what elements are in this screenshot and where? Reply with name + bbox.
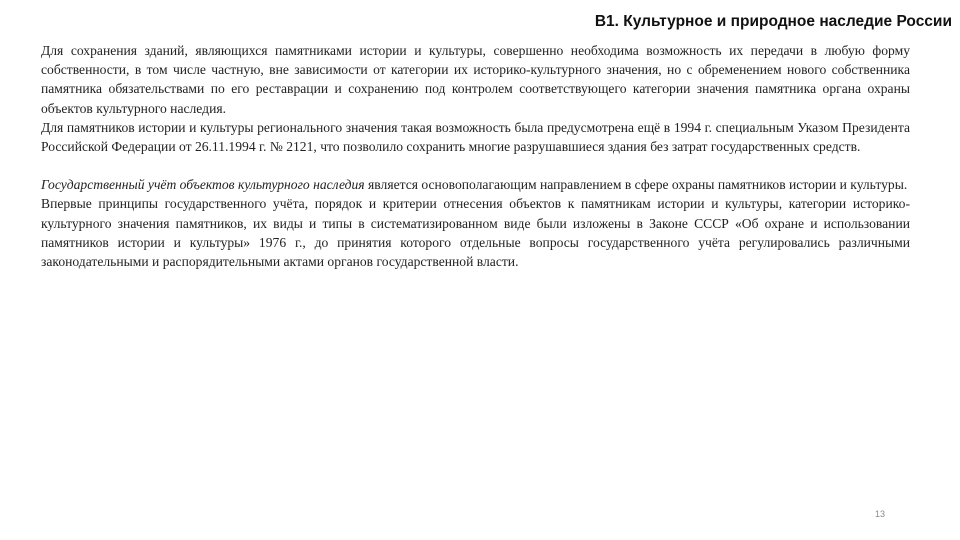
italic-term-state-registration: Государственный учёт объектов культурного наследия [41, 177, 365, 193]
page-number: 13 [875, 509, 886, 519]
paragraph-state-registration-rest: является основополагающим направлением в сфере охраны памятников истории и культуры. [364, 177, 908, 193]
paragraph-state-registration [41, 175, 910, 194]
slide-body [41, 41, 910, 271]
paragraph-decree-1994: Для памятников истории и культуры регионального значения такая возможность была предусмотрена ещё в 1994 г. специальным Указом Президента Российской Федерации от 26.11.1994 г. № 2121, что позволило сохранить многие разрушавшиеся здания без затрат государственных средств. [41, 119, 910, 155]
paragraph-ussr-law-1976: Впервые принципы государственного учёта, порядок и критерии отнесения объектов к памятникам истории и культуры, категории историко-культурного значения памятников, их виды и типы в систематизированном виде были изложены в Законе СССР «Об охране и использовании памятников истории и культуры» 1976 г., до принятия которого отдельные вопросы государственного учёта регулировались различными законодательными и распорядительными актами органов государственной власти. [41, 196, 910, 270]
paragraph-privatization: Для сохранения зданий, являющихся памятниками истории и культуры, совершенно необходима возможность их передачи в любую форму собственности, в том числе частную, вне зависимости от категории их историко-культурного значения, но с обременением нового собственника памятника обязательствами по его реставрации и сохранению под контролем соответствующего категории значения памятника органа охраны объектов культурного наследия. [41, 43, 910, 116]
slide-title: В1. Культурное и природное наследие России [594, 13, 952, 30]
